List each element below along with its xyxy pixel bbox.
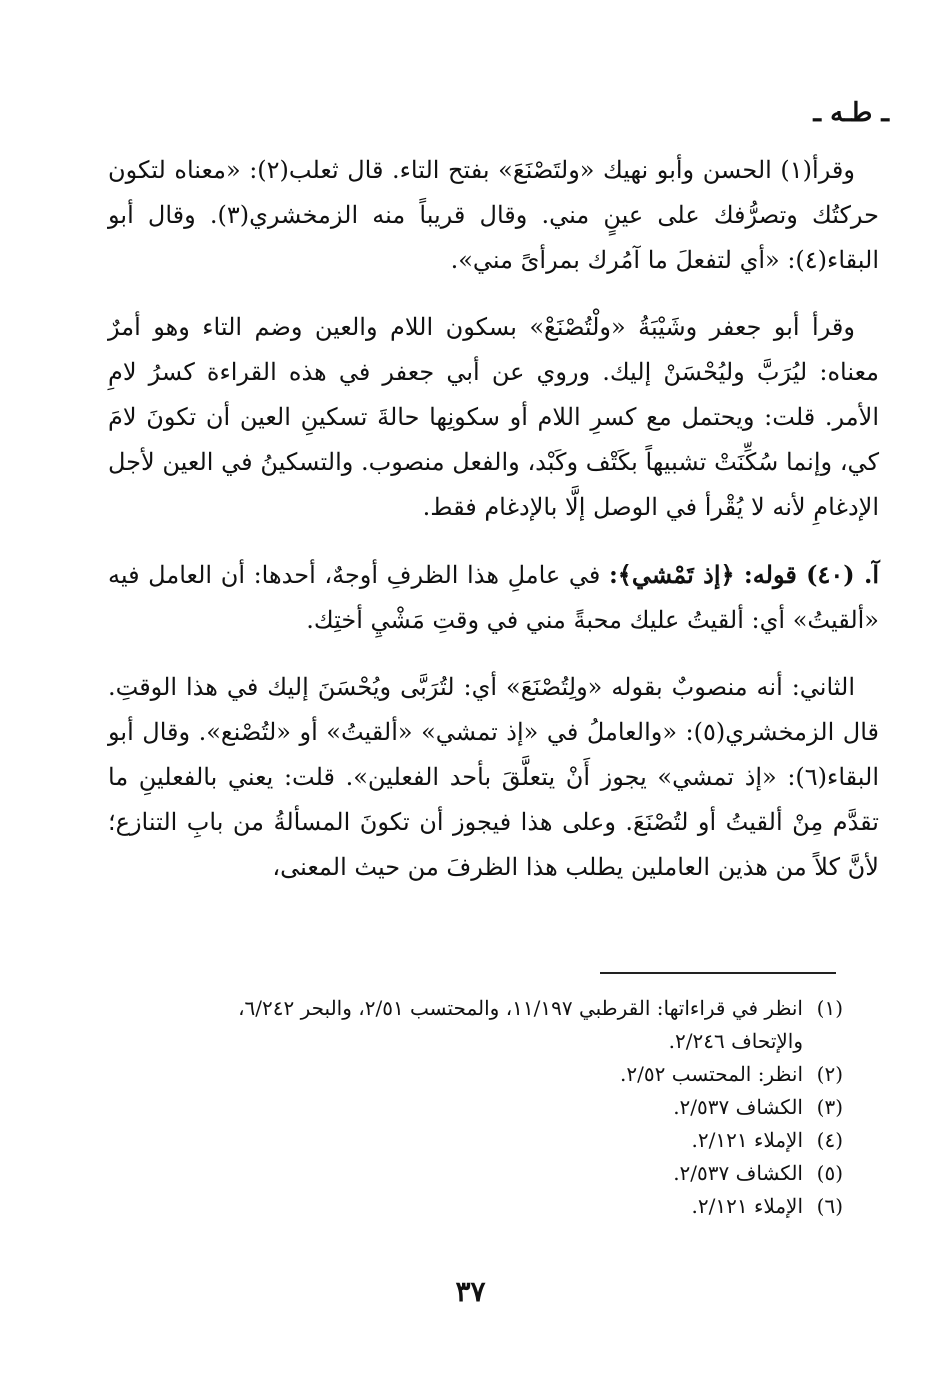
- paragraph-2: وقرأ أبو جعفر وشَيْبَةُ «ولْتُصْنَعْ» بسكون اللام والعين وضم التاء وهو أمرٌ معناه: ليُرَبَّ وليُحْسَنْ إليك. وروي عن أبي جعفر في هذه القراءة كسرُ لامِ الأمر. قلت: ويحتمل مع كسرِ اللام أو سكونِها حالةَ تسكينِ العين أن تكونَ لامَ كي، وإنما سُكِّنَتْ تشبيهاً بكَتْف وكَبْد، والفعل منصوب. والتسكينُ في العين لأجل الإدغامِ لأنه لا يُقْرأ في الوصل إلَّا بالإدغام فقط.: [108, 313, 880, 521]
- footnote-text: الكشاف ٢/٥٣٧.: [673, 1095, 803, 1119]
- footnote-text: الإملاء ٢/١٢١.: [691, 1194, 803, 1218]
- footnote-number: (٢): [816, 1062, 843, 1086]
- footnote-text: الكشاف ٢/٥٣٧.: [673, 1161, 803, 1185]
- footnote: [108, 1157, 843, 1190]
- footnote: [108, 1091, 843, 1124]
- footnote: [108, 1058, 843, 1091]
- footnote-text: الإملاء ٢/١٢١.: [691, 1128, 803, 1152]
- paragraph-3: الثاني: أنه منصوبٌ بقوله «ولِتُصْنَعَ» أي: لتُرَبَّى ويُحْسَنَ إليك في هذا الوقتِ. قال الزمخشري(٥): «والعاملُ في «إذ تمشي» «ألقيتُ» أو «لتُصْنع». وقال أبو البقاء(٦): «إذ تمشي» يجوز أَنْ يتعلَّقَ بأحد الفعلين». قلت: يعني بالفعلينِ ما تقدَّم مِنْ ألقيتُ أو لتُصْنَعَ. وعلى هذا فيجوز أن تكونَ المسألةُ من بابِ التنازع؛ لأنَّ كلاً من هذين العاملين يطلب هذا الظرفَ من حيث المعنى،: [108, 673, 879, 881]
- footnote-text: انظر في قراءاتها: القرطبي ١١/١٩٧، والمحتسب ٢/٥١، والبحر ٦/٢٤٢،: [238, 996, 803, 1020]
- running-header: ـ طـه ـ: [813, 98, 889, 128]
- footnote-number: (٥): [816, 1161, 843, 1185]
- footnote-separator: [600, 972, 836, 974]
- page-number: ٣٧: [455, 1275, 486, 1308]
- footnotes: [108, 992, 843, 1223]
- footnote-number: (٣): [816, 1095, 843, 1119]
- footnote-continuation: والإتحاف ٢/٢٤٦.: [668, 1029, 803, 1053]
- footnote: [108, 992, 843, 1058]
- verse-commentary: في عاملِ هذا الظرفِ أوجهٌ، أحدها: أن العامل فيه «ألقيتُ» أي: ألقيتُ عليك محبةً مني في وقتِ مَشْيِ أختِك.: [108, 561, 879, 634]
- footnote-number: (٤): [816, 1128, 843, 1152]
- footnote: [108, 1124, 843, 1157]
- footnote-number: (١): [816, 996, 843, 1020]
- verse-label: آ. (٤٠) قوله: ﴿إذ تَمْشي﴾:: [608, 560, 880, 589]
- verse-paragraph: [108, 552, 879, 643]
- footnote: [108, 1190, 843, 1223]
- main-text: [108, 148, 879, 912]
- paragraph-1: وقرأ(١) الحسن وأبو نهيك «ولتَصْنَعَ» بفتح التاء. قال ثعلب(٢): «معناه لتكون حركتُك وتصرُّفك على عينٍ مني. وقال قريباً منه الزمخشري(٣). وقال أبو البقاء(٤): «أي لتفعلَ ما آمُرك بمرأىً مني».: [108, 156, 879, 274]
- footnote-number: (٦): [816, 1194, 843, 1218]
- footnote-text: انظر: المحتسب ٢/٥٢.: [620, 1062, 803, 1086]
